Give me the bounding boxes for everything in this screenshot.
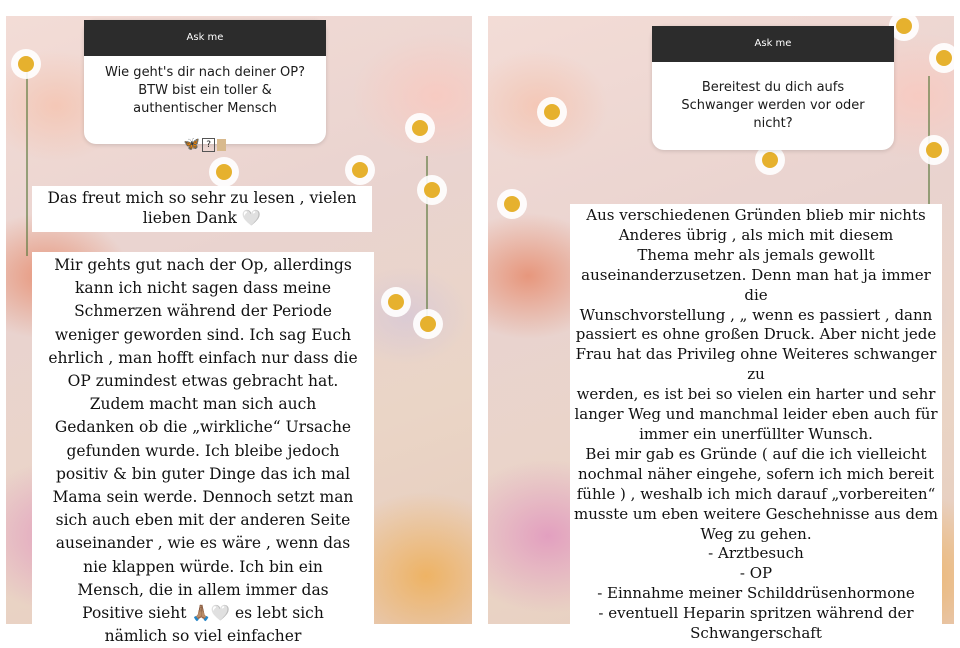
story-right (488, 16, 954, 643)
question-text-container (84, 56, 326, 152)
daisy-flower (762, 152, 778, 168)
beige-square-icon (217, 139, 226, 151)
flower-stem (426, 156, 428, 316)
question-text: Bereitest du dich aufs Schwanger werden vor oder nicht? (681, 80, 865, 131)
daisy-flower (412, 120, 428, 136)
daisy-flower (388, 294, 404, 310)
daisy-flower (420, 316, 436, 332)
daisy-flower (896, 18, 912, 34)
question-text: Wie geht's dir nach deiner OP? BTW bist ein toller & authentischer Mensch (105, 65, 305, 116)
daisy-flower (352, 162, 368, 178)
question-emojis (184, 118, 226, 154)
daisy-flower (216, 164, 232, 180)
answer-text-tail: es lebt sich nämlich so viel einfacher (104, 604, 324, 646)
question-sticker (652, 26, 894, 150)
daisy-flower (926, 142, 942, 158)
question-box-icon: ? (202, 138, 215, 152)
thanks-caption (32, 186, 372, 232)
daisy-flower (544, 104, 560, 120)
answer-text: Mir gehts gut nach der Op, allerdings kann ich nicht sagen dass meine Schmerzen während der Periode weniger geworden sind. Ich sag Euch ehrlich , man hofft einfach nur dass die OP zumindest etwas gebracht hat. Zudem macht man sich auch Gedanken ob die „wirkliche“ Ursache gefunden wurde. Ich bleibe jedoch positiv & bin guter Dinge das ich mal Mama sein werde. Dennoch setzt man sich auch eben mit der anderen Seite auseinander , wie es wäre , wenn das nie klappen würde. Ich bin ein Mensch, die in allem immer das Positive sieht (48, 256, 358, 623)
ask-me-header: Ask me (652, 26, 894, 62)
question-text-container (652, 62, 894, 150)
story-left (6, 16, 472, 646)
ask-me-header: Ask me (84, 20, 326, 56)
praying-hands-heart-icon: 🙏🏽🤍 (191, 604, 231, 623)
answer-caption (570, 204, 942, 643)
butterfly-icon: 🦋 (183, 137, 201, 152)
flower-stem (26, 56, 28, 256)
thanks-text: Das freut mich so sehr zu lesen , vielen lieben Dank (47, 189, 357, 227)
answer-text: Aus verschiedenen Gründen blieb mir nichts Anderes übrig , als mich mit diesem Thema mehr als jemals gewollt auseinanderzusetzen. Denn man hat ja immer die Wunschvorstellung , „ wenn es passiert , dann passiert es ohne großen Druck. Aber nicht jede Frau hat das Privileg ohne Weiteres schwanger zu werden, es ist bei so vielen ein harter und sehr langer Weg und manchmal leider eben auch für immer ein unerfüllter Wunsch. Bei mir gab es Gründe ( auf die ich vielleicht nochmal näher eingehe, sofern ich mich bereit fühle ) , weshalb ich mich darauf „vorbereiten“ musste um eben weitere Geschehnisse aus dem Weg zu gehen. - Arztbesuch - OP - Einnahme meiner Schilddrüsenhormone - eventuell Heparin spritzen während der Schwangerschaft (573, 206, 939, 643)
daisy-flower (504, 196, 520, 212)
question-sticker (84, 20, 326, 152)
daisy-flower (18, 56, 34, 72)
daisy-flower (424, 182, 440, 198)
daisy-flower (936, 50, 952, 66)
answer-caption (32, 252, 374, 646)
white-heart-icon: 🤍 (241, 209, 262, 227)
